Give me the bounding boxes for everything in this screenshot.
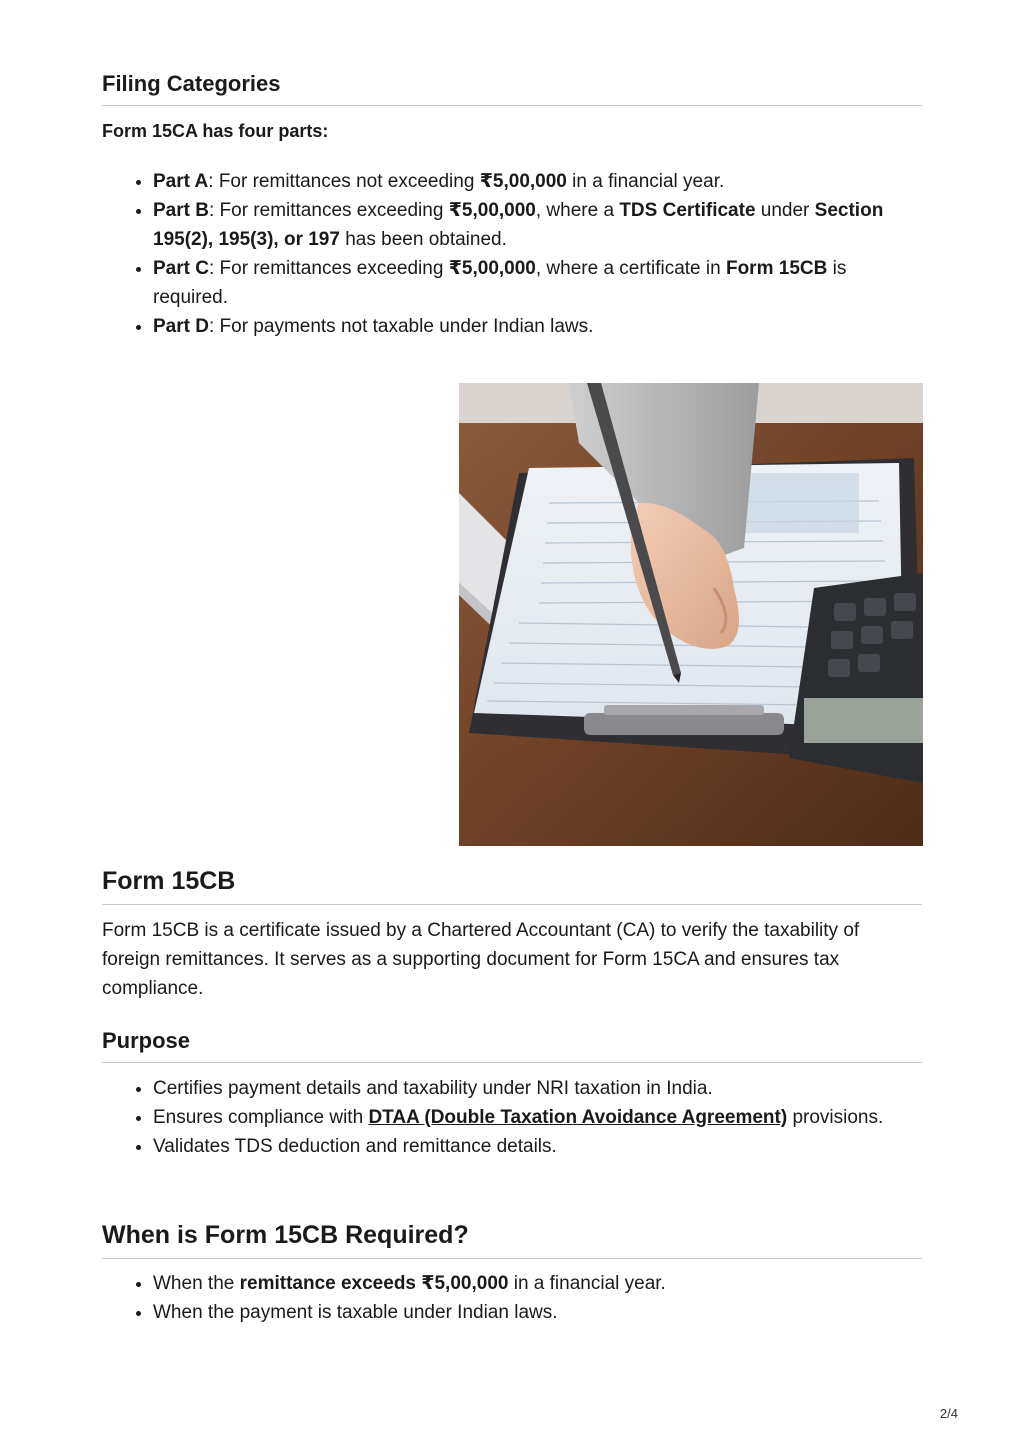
part-text: : For remittances exceeding [208, 258, 449, 279]
required-text: in a financial year. [508, 1273, 666, 1294]
part-text: : For payments not taxable under Indian laws. [208, 316, 594, 337]
required-text: When the payment is taxable under Indian laws. [153, 1302, 558, 1323]
list-item [153, 1269, 922, 1298]
purpose-heading: Purpose [102, 1028, 922, 1063]
part-text: : For remittances not exceeding [208, 171, 480, 192]
filing-categories-heading: Filing Categories [102, 71, 922, 106]
form-15cb-heading: Form 15CB [102, 867, 922, 905]
required-heading: When is Form 15CB Required? [102, 1221, 922, 1259]
remittance-threshold: remittance exceeds ₹5,00,000 [239, 1273, 509, 1294]
form-15cb-ref: Form 15CB [725, 258, 828, 279]
list-item [153, 312, 922, 341]
page-number: 2/4 [939, 1406, 958, 1421]
part-text: : For remittances exceeding [208, 200, 449, 221]
amount: ₹5,00,000 [479, 171, 567, 192]
purpose-text: Validates TDS deduction and remittance details. [153, 1136, 557, 1157]
part-label: Part B [153, 200, 209, 221]
list-item [153, 1103, 922, 1132]
part-text: under [755, 200, 815, 221]
list-item [153, 196, 922, 254]
required-text: When the [153, 1273, 240, 1294]
part-label: Part C [153, 258, 209, 279]
form-15ca-intro: Form 15CA has four parts: [102, 121, 329, 141]
form-15cb-description: Form 15CB is a certificate issued by a Chartered Accountant (CA) to verify the taxability of foreign remittances. It serves as a supporting document for Form 15CA and ensures tax compliance. [102, 920, 860, 999]
part-text: , where a certificate in [535, 258, 726, 279]
part-label: Part A [153, 171, 209, 192]
part-label: Part D [153, 316, 209, 337]
list-item [153, 1074, 922, 1103]
tds-certificate: TDS Certificate [619, 200, 756, 221]
amount: ₹5,00,000 [448, 258, 536, 279]
part-text: has been obtained. [339, 229, 507, 250]
required-list [102, 1269, 922, 1327]
amount: ₹5,00,000 [448, 200, 536, 221]
list-item [153, 167, 922, 196]
part-text: is required. [153, 258, 847, 308]
purpose-text: provisions. [787, 1107, 884, 1128]
purpose-text: Ensures compliance with [153, 1107, 369, 1128]
list-item [153, 254, 922, 312]
list-item [153, 1298, 922, 1327]
dtaa-link[interactable]: DTAA (Double Taxation Avoidance Agreement) [368, 1107, 788, 1128]
form-15ca-parts-list [102, 167, 922, 341]
list-item [153, 1132, 922, 1161]
part-text: , where a [535, 200, 620, 221]
tax-form-photo [459, 383, 923, 846]
part-text: in a financial year. [566, 171, 725, 192]
purpose-list [102, 1074, 922, 1161]
purpose-text: Certifies payment details and taxability under NRI taxation in India. [153, 1078, 713, 1099]
sections: Section 195(2), 195(3), or 197 [153, 200, 884, 250]
